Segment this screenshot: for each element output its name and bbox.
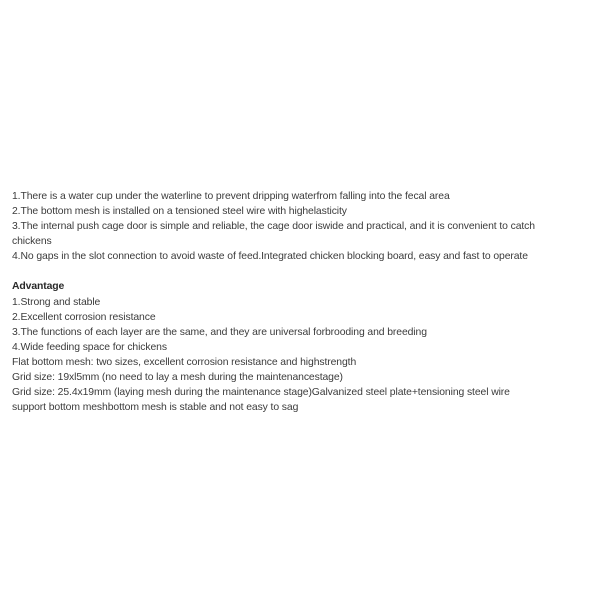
advantage-line-1: 1.Strong and stable	[12, 296, 101, 308]
feature-line-2: 2.The bottom mesh is installed on a tensioned steel wire with highelasticity	[12, 206, 347, 218]
feature-line-4: 4.No gaps in the slot connection to avoid waste of feed.Integrated chicken blocking board, easy and fast to operate	[12, 251, 528, 263]
section-spacer	[12, 264, 592, 279]
advantage-line-3: 3.The functions of each layer are the same, and they are universal forbrooding and breeding	[12, 326, 427, 338]
grid-size-line-1: Grid size: 19xl5mm (no need to lay a mesh during the maintenancestage)	[12, 372, 343, 384]
product-description	[12, 189, 592, 415]
feature-line-1: 1.There is a water cup under the waterline to prevent dripping waterfrom falling into the fecal area	[12, 191, 450, 202]
flat-bottom-mesh-line: Flat bottom mesh: two sizes, excellent corrosion resistance and highstrength	[12, 356, 357, 368]
advantage-line-4: 4.Wide feeding space for chickens	[12, 341, 167, 353]
advantage-heading: Advantage	[12, 281, 65, 293]
grid-size-line-2: Grid size: 25.4x19mm (laying mesh during the maintenance stage)Galvanized steel plate+tensioning steel wire	[12, 387, 510, 399]
support-mesh-line: support bottom meshbottom mesh is stable and not easy to sag	[12, 402, 299, 414]
feature-line-3: 3.The internal push cage door is simple and reliable, the cage door iswide and practical, and it is convenient to catch	[12, 221, 535, 233]
advantage-line-2: 2.Excellent corrosion resistance	[12, 311, 156, 323]
feature-line-3-continued: chickens	[12, 236, 52, 248]
